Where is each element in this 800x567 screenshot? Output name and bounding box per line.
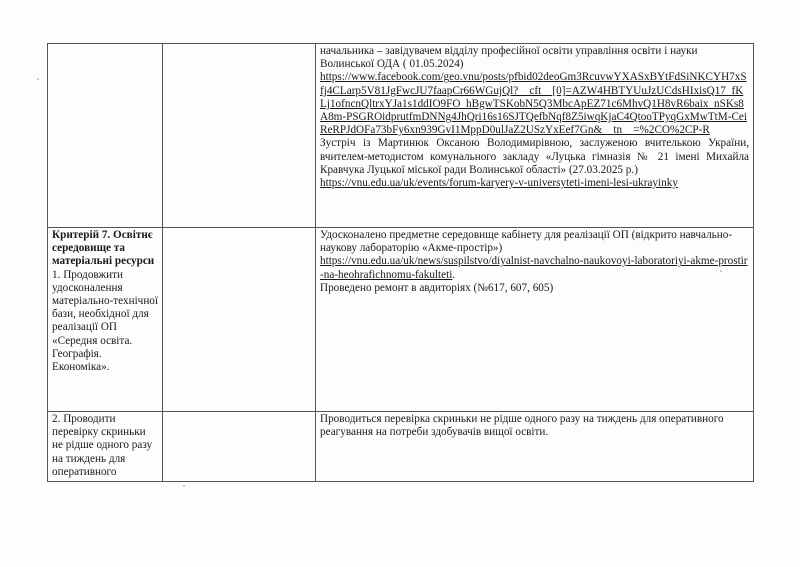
meeting-text: Зустріч із Мартинюк Оксаною Володимирівною, заслуженою вчителькою України, вчителем-методистом комунального закладу «Луцька гімназія № 21 імені Михайла Кравчука Луцької міської ради Волинської області» (27.03.2025 р.): [320, 137, 749, 176]
career-forum-link[interactable]: https://vnu.edu.ua/uk/events/forum-karyery-v-universyteti-imeni-lesi-ukrayinky: [320, 177, 678, 190]
table-row: [48, 228, 754, 412]
middle-cell: [163, 44, 316, 228]
table-row: [48, 412, 754, 482]
evidence-cell: Удосконалено предметне середовище кабінету для реалізації ОП (відкрито навчально-наукову лабораторію «Акме-простір») https://vnu.edu.ua/uk/news/suspilstvo/diyalnist-navchalno-naukovoyi-laboratoriyi-akme-prostir-na-heohrafichnomu-fakulteti. Проведено ремонт в авдиторіях (№617, 607, 605): [316, 228, 754, 412]
scan-speck: [37, 78, 39, 80]
middle-cell: [163, 412, 316, 482]
report-table: [47, 43, 754, 482]
scan-speck: [720, 270, 722, 272]
criterion-heading: Критерій 7. Освітнє середовище та матеріальні ресурси: [52, 229, 155, 268]
criterion-cell: [48, 44, 163, 228]
evidence-text: Удосконалено предметне середовище кабінету для реалізації ОП (відкрито навчально-наукову лабораторію «Акме-простір»): [320, 229, 733, 255]
repair-text: Проведено ремонт в авдиторіях (№617, 607, 605): [320, 281, 554, 294]
scan-speck: [183, 485, 185, 487]
laboratory-news-link[interactable]: https://vnu.edu.ua/uk/news/suspilstvo/diyalnist-navchalno-naukovoyi-laboratoriyi-akme-prostir-na-heohrafichnomu-fakulteti: [320, 255, 748, 281]
evidence-cell: Проводиться перевірка скриньки не рідше одного разу на тиждень для оперативного реагування на потреби здобувачів вищої освіти.: [316, 412, 754, 482]
criterion-text: 1. Продовжити удосконалення матеріально-технічної бази, необхідної для реалізації ОП «Середня освіта. Географія. Економіка».: [52, 268, 159, 374]
facebook-post-link[interactable]: https://www.facebook.com/geo.vnu/posts/pfbid02deoGm3RcuvwYXASxBYtFdSiNKCYH7xSfj4CLarp5V81JgFwcJU7faapCr66WGujQl?__cft__[0]=AZW4HBTYUuJzUCdsHIxisQ17_fKLj1ofncnQltrxYJa1s1ddIO9FO_hBgwTSKobN5Q3MbcApEZ71c6MhvQ1H8vR6baix_nSKs8A8m-PSGROidprutfmDNNg4JhQri16s16SJTQefbNqf8Z5iwqKjaC4QtooTPyqGxMwTtM-CeiReRPJdOFa73bFy6xn939GvI1MppD0ulJaZ2USzYxEef7Gn&__tn__=%2CO%2CP-R: [320, 71, 747, 137]
table-row: [48, 44, 754, 228]
evidence-cell: [316, 44, 754, 228]
evidence-text: начальника – завідувачем відділу професійної освіти управління освіти і науки Волинської ОДА ( 01.05.2024): [320, 45, 698, 71]
criterion-cell: [48, 228, 163, 412]
criterion-cell: 2. Проводити перевірку скриньки не рідше одного разу на тиждень для оперативного: [48, 412, 163, 482]
middle-cell: [163, 228, 316, 412]
